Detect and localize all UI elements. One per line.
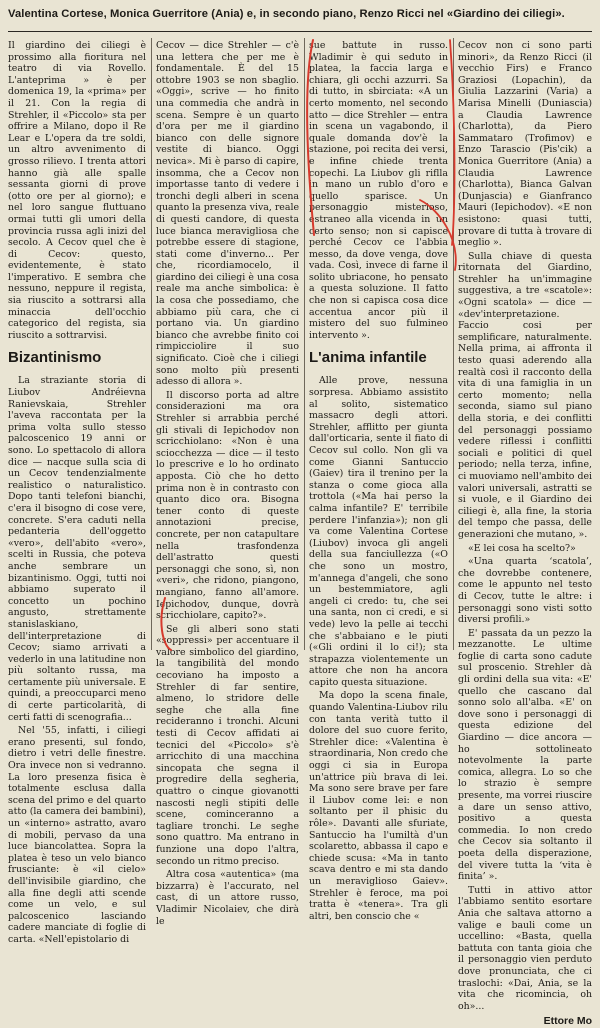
column-2 xyxy=(156,40,299,927)
caption-rule xyxy=(8,31,592,32)
paragraph: E' passata da un pezzo la mezzanotte. Le ultime foglie di carta sono cadute sul proscenio. Strehler dà gli ordini della sua vita: «E' quello che cascano dal sonno solo all'alba. «E' on dove sono i personaggi di questa edizione del Giardino — dice ancora — ho sottolineato notevolmente la parte comica, allegra. Lo so che lo strazio è sempre presente, ma vorrei riuscire a dare un senso attivo, positivo a questa commedia. Io non credo che Cecov sia soltanto il poeta della disperazione, del vivere tutta la ‘vita è finita’ ». xyxy=(458,627,592,883)
paragraph: Cecov — dice Strehler — c'è una lettera che per me è fondamentale. È del 15 ottobre 1903 se non sbaglio. «Oggi», scrive — ho finito una commedia che andrà in scena. Sempre è un quarto d'ora per me il giardino bianco con delle signore vestite di bianco. Oggi nevica». Mi è parso di capire, insomma, che a Cecov non importasse tanto di vedere i tronchi degli alberi in scena quanto la presenza viva, reale di questi candore, di questa luce bianca meravigliosa che potrebbe essere di stagione, stati come d'inverno... Per che, ricordiamocelo, il giardino dei ciliegi è una cosa reale ma anche simbolica: è la cosa che possediamo, che abbiamo più cara, che ci portano via. Un giardino bianco che avrebbe finito coi rimpicciolire il suo significato. Cioè che i ciliegi sono molto più presenti adesso di allora ». xyxy=(156,40,299,388)
subheading-bizantinismo: Bizantinismo xyxy=(8,349,102,367)
column-separator xyxy=(304,38,305,650)
paragraph: «E lei cosa ha scelto?» xyxy=(468,542,576,554)
paragraph: Ma dopo la scena finale, quando Valentina-Liubov rilu con tanta verità tutto il dolore del suo cuore ferito, Strehler dice: «Valentina è straordinaria, Non credo che oggi ci sia in Europa un'attrice più brava di lei. Ma sono sere brave per fare il Liubov come lei: e non soltanto per il phisic du rôle». Davanti alle sfuriate, Santuccio ha l'umiltà d'un scolaretto, abbassa il capo e chiede scusa: «Ma in tanto scava dentro e mi sta dando un meraviglioso Gaiev». Strehler è feroce, ma poi tratta è «tenera». Tra gli altri, ben conscio che « xyxy=(309,690,448,922)
paragraph: Se gli alberi sono stati «soppressi» per accentuare il valore simbolico del giardino, la tangibilità del mondo cecoviano ha imposto a Strehler di far sentire, almeno, lo stridore delle seghe che alla fine recideranno i tronchi. Alcuni testi di Cecov affidati ai tecnici del «Piccolo» s'è arricchito di una macchina sincopata che segna il progredire della segheria, quattro o cinque giovanotti nascosti negli stipiti delle scene, cominceranno a tagliare tronchi. Le seghe sono quattro. Ma entrano in funzione una dopo l'altra, secondo un ritmo preciso. xyxy=(156,623,299,867)
author-signature: Ettore Mo xyxy=(543,1015,592,1028)
paragraph: Il giardino dei ciliegi è prossimo alla fioritura nel teatro di via Rovello. L'anteprima » è per domenica 19, la «prima» per il 21. Con la regia di Strehler, il «Piccolo» sta per offrire a Milano, dopo il Re Lear e L'opera da tre soldi, un altro avvenimento di grosso rilievo. I trenta attori hanno già alle spalle sessanta giorni di prove (otto ore per al giorno); e nel loro sangue fluttuano ormai tutti gli umori della provincia russa agli inizi del secolo. A Cecov quel che è di Cecov: questo, evidentemente, è stato l'imperativo. E sembra che nessuno, neppure il regista, sia riuscito a sottrarsi alla minaccia dell'occhio categorico del regista, sia riuscito a sottrarvisi. xyxy=(8,40,146,341)
paragraph: sue battute in russo. Wladimir è qui seduto in platea, la faccia larga e chiara, gli occhi azzurri. Sa di tutto, in sbirciata: «A un certo momento, nel secondo atto — dice Strehler — entra in scena un vagabondo, il quale domanda dov'è la stazione, poi recita dei versi, e infine chiede trenta copechi. La Liubov gli riflla in mano un rublo d'oro e quello sparisce. Un personaggio misterioso, estraneo alla vicenda in un certo senso; non si capisce perché Cecov ce l'abbia messo, da dove venga, dove vada. Così, invece di farne il solito ubriacone, ho pensato a questa soluzione. Il fatto che non si capisca cosa dice accentua ancor più il mistero del suo fulmineo intervento ». xyxy=(309,40,448,341)
column-separator xyxy=(151,38,152,650)
column-3 xyxy=(309,40,448,922)
paragraph: Cecov non ci sono parti minori», da Renzo Ricci (il vecchio Firs) e Franco Graziosi (Lopachin), da Giulia Lazzarini (Varia) a Marisa Minelli (Duniascia) a Claudia Lawrence (Charlotta), da Piero Sammataro (Trofimov) e Enzo Tarascio (Pis'cik) a Monica Guerritore (Ania) a Claudia Lawrence (Charlotta), Bianca Galvan (Dunjascia) e Gianfranco Mauri (Iepichodov). «E non esistono: quasi tutti, provare di tutta à trovare di meglio ». xyxy=(458,40,592,249)
column-separator xyxy=(453,38,454,650)
paragraph: Alle prove, nessuna sorpresa. Abbiamo assistito al solito, sistematico massacro degli attori. Strehler, afflitto per giunta dall'orticaria, sente il fiato di Cecov sul collo. Non gli va come Gianni Santuccio (Gaiev) tira il trenino per la stanza o come gioca alla trottola («Ma hai perso la calma infantile? E' terribile perdere l'infanzia»); non gli va come Valentina Cortese (Liubov) invoca gli angeli della sua fanciullezza («O che sono un mostro, m'annega d'angeli, che sono un bestemmiatore, agli angeli ci credo: tu, che sei una santa, non ci credi, e si vede) levo la pelle ai tecchi che s'abbaiano e le piuti («Gli ordini il lo ci!); sta strapazza violentemente un attore che non ha ancora capito questa situazione. xyxy=(309,375,448,688)
paragraph: Altra cosa «autentica» (ma bizzarra) è l'accurato, nel cast, di un attore russo, Vladimir Nicolaiev, che dirà le xyxy=(156,869,299,927)
column-4 xyxy=(458,40,592,1028)
paragraph: «Una quarta ‘scatola’, che dovrebbe contenere, come le appunto nel testo di Cecov, tutte le altre: i personaggi sono visti sotto diversi profili.» xyxy=(458,556,592,626)
paragraph: Il discorso porta ad altre considerazioni ma ora Strehler si arrabbia perché gli stivali di Iepichodov non scricchiolano: «Non è una sciocchezza — dice — il testo lo prescrive e lo ho ordinato apposta. Ciò che ho detto prima non è in contrasto con quanto dico ora. Bisogna tener conto di queste annotazioni precise, concrete, per non catapultare nella trasfondenza dell'astratto questi personaggi che sono, sì, non «veri», che ridono, piangono, mangiano, fanno all'amore. Iepichodov, dunque, dovrà scricchiolare, capito?». xyxy=(156,389,299,622)
paragraph: Nel '55, infatti, i ciliegi erano presenti, sul fondo, dietro i vetri delle finestre. Ora invece non si vedranno. La loro presenza fisica è totalmente esclusa dalla scena del primo e del quarto atto (la camera dei bambini), un «interno» astratto, avaro di mobili, pervaso da una luce biancolattea. Sopra la platea è teso un velo bianco frusciante: è «il cielo» dell'invisibile giardino, che alla fine degli atti scende come un velo, e sul palcoscenico lasciando cadere manciate di foglie di carta. «Nell'epistolario di xyxy=(8,725,146,945)
subheading-anima-infantile: L'anima infantile xyxy=(309,349,427,367)
paragraph: Sulla chiave di questa ritornata del Giardino, Strehler ha un'immagine suggestiva, a tre «scatole»: «Ogni scatola» — dice — «dev'interpretazione. Faccio cosi per semplificare, naturalmente. Nella prima, ai affronta il testo quasi aderendo alla realtà così il racconto della vita di una famiglia in un certo momento; nella seconda, siamo sul piano della storia, e dei conflitti del personaggi possiamo vedere riflessi i conflitti sociali e politici di quel periodo; nella terza, infine, ci muoviamo nell'ambito dei valori universali, astratti se si vuole, e il Giardino dei ciliegi è, alla fine, la storia del tempo che passa, delle generazioni che mutano, ». xyxy=(458,250,592,540)
photo-caption: Valentina Cortese, Monica Guerritore (Ania) e, in secondo piano, Renzo Ricci nel «Giardino dei ciliegi». xyxy=(8,8,565,20)
paragraph: Tutti in attivo attor l'abbiamo sentito esortare Ania che saltava attorno a valige e bauli come un uccellino: «Basta, quella battuta con tanta gioia che il personaggio vien perduto dove pronunciata, che ci traslochi: «Dai, Ania, se la vita che ricomincia, oh oh»... xyxy=(458,884,592,1012)
column-1 xyxy=(8,40,146,945)
paragraph: La straziante storia di Liubov Andréievna Ranievskaia, Strehler l'aveva raccontata per la prima volta sullo stesso palcoscenico 19 anni or sono. Lo spettacolo di allora dice — nacque sulla scia di un Cecov tendenzialmente realistico o naturalistico. Dopo tanti telefoni bianchi, c'era il bisogno di cose vere, concrete. S'era caduti nella pedanteria dell'oggetto «vero», dell'abito «vero», scelti in Russia, che poteva anche sembrare un bizantinismo. Oggi, tutti noi abbiamo superato il concetto un pochino angusto, strettamente stanislaskiano, dell'interpretazione di Cecov; siamo arrivati a vederlo in una latitudine non più soltanto russa, ma certamente più universale. E quindi, a preoccuparci meno di certe particolarità, di certi fatti di scenografia... xyxy=(8,375,146,723)
